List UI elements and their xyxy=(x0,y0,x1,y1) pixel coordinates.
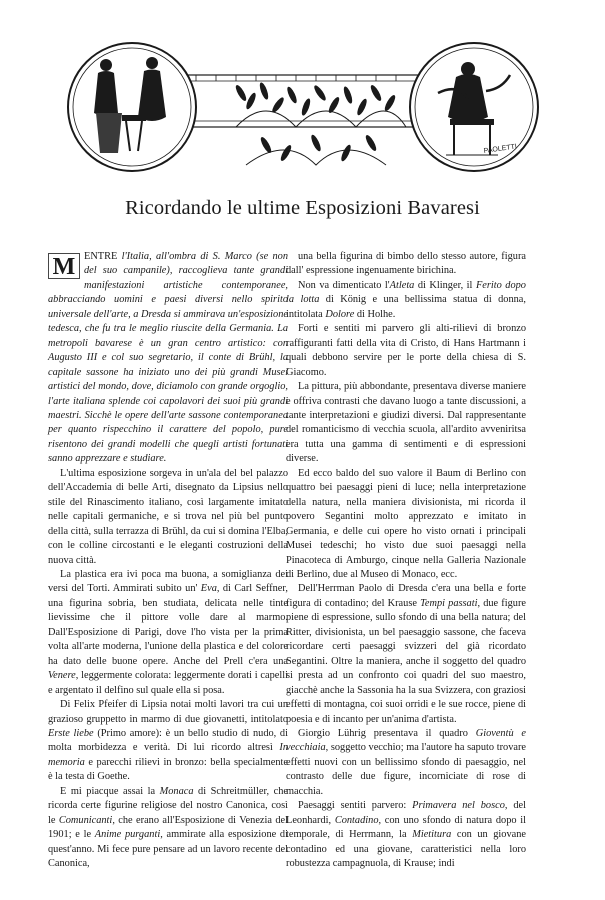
italic-title: Ferito dopo la lotta xyxy=(286,279,526,306)
text-run: Giorgio Lührig presentava il quadro xyxy=(298,727,476,739)
text-run: di König e una bellissima statua di donna, intitolata xyxy=(286,294,526,320)
italic-title: Dolore xyxy=(325,308,355,320)
dropcap-letter xyxy=(48,253,80,279)
text-run: , ammirate alla esposizione di quest'anno. Mi fece pure pensare ad un lavoro recente del Canonica, xyxy=(48,829,288,870)
text-run: , soggetto vecchio; ma l'autore ha saputo trovare effetti nuovi con un bellissimo sfondo di paesaggio, nel contrasto delle due figure, incorniciate di rose di macchia. xyxy=(286,742,526,797)
left_column-paragraph xyxy=(48,785,288,872)
right_column-paragraph: Forti e sentiti mi parvero gli alti-rilievi di bronzo raffiguranti fatti della vita di Cristo, di Hans Hartmann i quali debbono servire per le porte della chiesa di S. Giacomo. xyxy=(286,323,526,378)
italic-title: Contadino xyxy=(334,814,379,826)
text-run: di Schreitmüller, che ricorda certe figurine religiose del nostro Canonica, così le xyxy=(48,785,288,826)
text-run: Dell'Herrman Paolo di Dresda c'era una bella e forte figura di contadino; del Krause xyxy=(286,583,526,609)
left_column-paragraph xyxy=(48,698,288,785)
right_column-paragraph xyxy=(286,279,526,322)
italic-title: Erste liebe xyxy=(48,727,94,739)
text-run: Paesaggi sentiti parvero: xyxy=(298,800,413,812)
text-run: di Klinger, il xyxy=(414,279,476,291)
left_column-paragraph xyxy=(48,568,288,698)
italic-title: Monaca xyxy=(159,785,194,797)
right_column-paragraph: Ed ecco baldo del suo valore il Baum di Berlino con quattro bei paesaggi pieni di luce; nella interpretazione della natura, nella maniera divisionista, mi ricorda il povero Segantini molto apprezzato e imitato in Germania, e delle cui opere ho visto ornati i principali Musei tedeschi; ho visto due suoi paesaggi nella Pinacoteca di Amburgo, cinque nella Galleria Nazionale di Berlino, due al Museo di Monaco, ecc. xyxy=(286,467,526,580)
text-run: (Primo amore): è un bello studio di nudo, di molta morbidezza e verità. Di lui ricordo altresì xyxy=(48,727,288,754)
text-run: di Holhe. xyxy=(354,308,396,320)
text-run: , con uno sfondo di natura dopo il temporale, di Herrmann, la xyxy=(286,814,526,841)
italic-title: Eva xyxy=(200,583,217,595)
right-column xyxy=(286,250,526,871)
italic-title: Venere xyxy=(48,670,76,682)
banner-signature: PAOLETTI xyxy=(483,143,518,155)
italic-title: l'Italia, all'ombra di S. Marco (se non del suo campanile), raccoglieva tante grandi manifestazioni artistiche contemporanee, abbracciando uomini e paesi diversi nello spirito universale dell'arte, a Dresda si ammirava un'esposizione tedesca, che fu tra le meglio riuscite della Germania. La metropoli bavarese è un gran centro artistico: con Augusto III e col suo segretario, il conte di Brühl, la capitale sassone ha iniziato uno dei più grandi Musei artistici del mondo, dove, diciamolo con grande orgoglio, l'arte italiana splende coi capolavori dei suoi più grandi maestri. Sicchè le opere dell'arte sassone contemporanea per quanto rispecchino il carattere del popolo, pure risentono dei grandi modelli che quegli artisti fortunati sanno apprezzare e studiare. xyxy=(48,251,288,465)
right_column-paragraph xyxy=(286,582,526,727)
italic-title: Comunicanti xyxy=(58,814,113,826)
left-column xyxy=(48,250,288,871)
opening-word: ENTRE xyxy=(84,251,118,262)
text-run: La plastica era ivi poca ma buona, a somiglianza dei versi del Torti. Ammirati subito un' xyxy=(48,568,288,595)
italic-title: Tempi passati xyxy=(420,597,478,609)
italic-title: Anime purganti xyxy=(94,829,161,841)
right_column-paragraph: una bella figurina di bimbo dello stesso autore, figura dall' espressione ingenuamente birichina. xyxy=(286,251,526,277)
right_column-paragraph: La pittura, più abbondante, presentava diverse maniere e offriva contrasti che davano luogo a tante discussioni, a tante interpretazioni e giudizi diversi. Dal rappresentante del romanticismo di vecchia scuola, all'ardito avveniritsa era tutta una gamma di sentimenti e di espressioni diverse. xyxy=(286,381,526,465)
left_column-paragraph xyxy=(48,250,288,467)
right_column-paragraph xyxy=(286,727,526,799)
text-run: E mi piacque assai la xyxy=(60,785,160,797)
left_column-paragraph: L'ultima esposizione sorgeva in un'ala del bel palazzo dell'Accademia di belle Arti, disegnato da Lipsius nello stile del Rinascimento italiano, così largamente imitato nelle capitali germaniche, e si trova nel più bel punto della città, sulla terrazza di Brühl, da cui si domina l'Elba, con le colline circostanti e le eleganti costruzioni della nuova città. xyxy=(48,467,288,566)
italic-title: Mietitura xyxy=(412,829,452,841)
article-title: Ricordando le ultime Esposizioni Bavaresi xyxy=(125,197,480,219)
text-run: , che erano all'Esposizione di Venezia del 1901; e le xyxy=(48,814,288,841)
text-run: e parecchi rilievi in bronzo: bella specialmente è la testa di Goethe. xyxy=(48,756,288,783)
text-run: Di Felix Pfeifer di Lipsia notai molti lavori tra cui un grazioso gruppetto in marmo di due giovanetti, intitolato xyxy=(48,699,288,725)
text-run: , due figure piene di espressione, sullo sfondo di una bella natura; del Ritter, divisionista, un bel paesaggio sassone, che faceva ricordare certi paesaggi svizzeri del già ricordato Segantini. Oltre la maniera, anche il soggetto del quadro si presta ad un confronto coi quadri del suo maestro, giacchè anche la Sassonia ha la sua Svizzera, con graziosi effetti di montagna, coi suoi orridi e le sue rocce, piene di poesia e di incanto per un'anima d'artista. xyxy=(286,597,526,725)
text-run: Non va dimenticato l' xyxy=(298,279,390,291)
decorative-banner xyxy=(66,35,540,185)
italic-title: In memoria xyxy=(48,742,288,768)
svg-text:M: M xyxy=(52,254,76,279)
text-run: , del Leonhardi, xyxy=(286,800,527,826)
right_column-paragraph xyxy=(286,799,526,871)
text-run: , di Carl Seffner, una figurina sobria, ben studiata, delicata nelle tinte lievissime che il pittore volle dare al marmo. Dall'Esposizione di Parigi, dove l'ho vista per la prima volta all'arte moderna, l'unione della plastica e del colore ha dato delle buone opere. Anche del Prell c'era una xyxy=(48,583,289,667)
text-run: , leggermente colorata: leggermente dorati i capelli e argentato il delfino sul quale ella si posa. xyxy=(48,670,288,696)
italic-title: Primavera nel bosco xyxy=(412,800,505,812)
italic-title: Gioventù e vecchiaia xyxy=(286,727,526,754)
italic-title: Atleta xyxy=(389,279,415,291)
text-run: con un giovane contadino ed una giovane, caratteristici nella loro robustezza campagnuola, di Krause; indi xyxy=(286,829,527,870)
